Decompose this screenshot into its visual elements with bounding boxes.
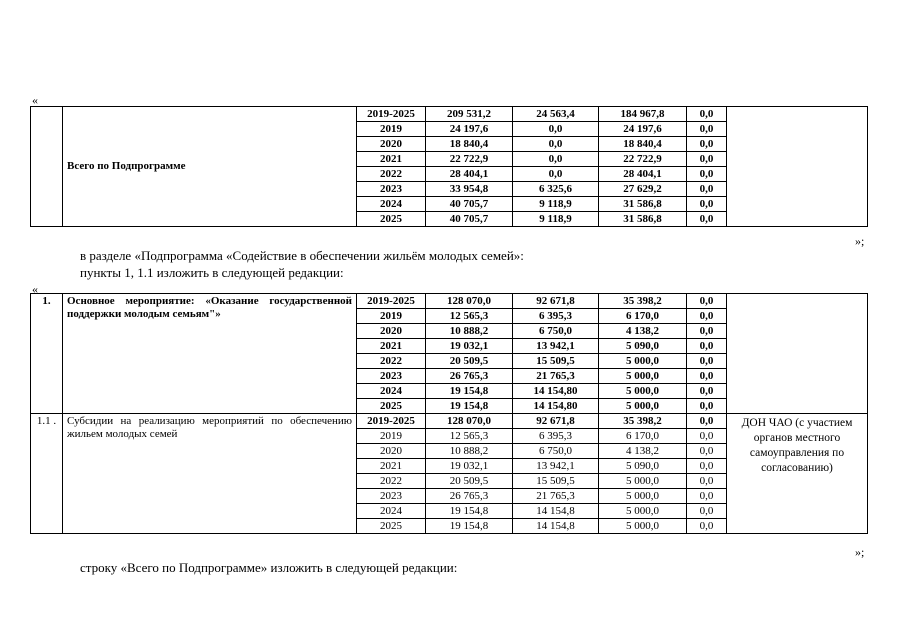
total-cell: 128 070,0: [426, 294, 513, 309]
year-cell: 2025: [357, 212, 426, 227]
table-row: [31, 414, 868, 429]
federal-cell: 13 942,1: [513, 459, 599, 474]
total-cell: 20 509,5: [426, 474, 513, 489]
other-cell: 0,0: [687, 309, 727, 324]
other-cell: 0,0: [687, 444, 727, 459]
year-cell: 2021: [357, 459, 426, 474]
other-cell: 0,0: [687, 212, 727, 227]
total-cell: 40 705,7: [426, 197, 513, 212]
other-cell: 0,0: [687, 197, 727, 212]
total-cell: 18 840,4: [426, 137, 513, 152]
year-cell: 2019: [357, 122, 426, 137]
year-cell: 2020: [357, 137, 426, 152]
total-cell: 28 404,1: [426, 167, 513, 182]
other-cell: 0,0: [687, 107, 727, 122]
federal-cell: 14 154,8: [513, 504, 599, 519]
other-cell: 0,0: [687, 122, 727, 137]
federal-cell: 0,0: [513, 137, 599, 152]
federal-cell: 15 509,5: [513, 474, 599, 489]
other-cell: 0,0: [687, 152, 727, 167]
total-cell: 128 070,0: [426, 414, 513, 429]
closing-quote-1: »;: [855, 234, 865, 248]
other-cell: 0,0: [687, 414, 727, 429]
year-cell: 2020: [357, 324, 426, 339]
total-cell: 19 154,8: [426, 384, 513, 399]
other-cell: 0,0: [687, 294, 727, 309]
federal-cell: 6 750,0: [513, 324, 599, 339]
year-cell: 2024: [357, 504, 426, 519]
other-cell: 0,0: [687, 369, 727, 384]
other-cell: 0,0: [687, 324, 727, 339]
federal-cell: 0,0: [513, 167, 599, 182]
other-cell: 0,0: [687, 459, 727, 474]
other-cell: 0,0: [687, 429, 727, 444]
other-cell: 0,0: [687, 137, 727, 152]
table-row: [31, 294, 868, 309]
year-cell: 2022: [357, 167, 426, 182]
federal-cell: 15 509,5: [513, 354, 599, 369]
federal-cell: 6 395,3: [513, 309, 599, 324]
regional-cell: 5 000,0: [599, 354, 687, 369]
regional-cell: 5 000,0: [599, 504, 687, 519]
federal-cell: 6 325,6: [513, 182, 599, 197]
total-cell: 19 032,1: [426, 459, 513, 474]
total-cell: 33 954,8: [426, 182, 513, 197]
other-cell: 0,0: [687, 167, 727, 182]
item-name: Основное мероприятие: «Оказание государственной поддержки молодым семьям"»: [63, 294, 357, 414]
other-cell: 0,0: [687, 182, 727, 197]
federal-cell: 14 154,80: [513, 399, 599, 414]
regional-cell: 184 967,8: [599, 107, 687, 122]
regional-cell: 5 000,0: [599, 384, 687, 399]
year-cell: 2023: [357, 182, 426, 197]
year-cell: 2023: [357, 369, 426, 384]
regional-cell: 31 586,8: [599, 212, 687, 227]
executor-cell: [727, 107, 868, 227]
paragraph-total-row: строку «Всего по Подпрограмме» изложить в следующей редакции:: [80, 560, 458, 575]
other-cell: 0,0: [687, 489, 727, 504]
opening-quote-2: «: [32, 282, 38, 296]
federal-cell: 13 942,1: [513, 339, 599, 354]
regional-cell: 4 138,2: [599, 324, 687, 339]
regional-cell: 5 000,0: [599, 399, 687, 414]
total-cell: 26 765,3: [426, 369, 513, 384]
total-cell: 26 765,3: [426, 489, 513, 504]
regional-cell: 4 138,2: [599, 444, 687, 459]
total-cell: 19 154,8: [426, 519, 513, 534]
federal-cell: 21 765,3: [513, 369, 599, 384]
item-number: [31, 107, 63, 227]
total-cell: 19 032,1: [426, 339, 513, 354]
year-cell: 2019: [357, 309, 426, 324]
regional-cell: 18 840,4: [599, 137, 687, 152]
year-cell: 2021: [357, 152, 426, 167]
total-cell: 10 888,2: [426, 324, 513, 339]
total-cell: 19 154,8: [426, 504, 513, 519]
item-number: 1.1 .: [31, 414, 63, 534]
year-cell: 2019-2025: [357, 414, 426, 429]
federal-cell: 6 750,0: [513, 444, 599, 459]
regional-cell: 31 586,8: [599, 197, 687, 212]
regional-cell: 6 170,0: [599, 309, 687, 324]
year-cell: 2019-2025: [357, 294, 426, 309]
federal-cell: 6 395,3: [513, 429, 599, 444]
federal-cell: 21 765,3: [513, 489, 599, 504]
year-cell: 2019: [357, 429, 426, 444]
other-cell: 0,0: [687, 519, 727, 534]
regional-cell: 24 197,6: [599, 122, 687, 137]
total-cell: 12 565,3: [426, 309, 513, 324]
year-cell: 2021: [357, 339, 426, 354]
regional-cell: 5 090,0: [599, 459, 687, 474]
other-cell: 0,0: [687, 384, 727, 399]
year-cell: 2023: [357, 489, 426, 504]
year-cell: 2022: [357, 474, 426, 489]
subprogram-total-table: [30, 106, 868, 227]
regional-cell: 5 090,0: [599, 339, 687, 354]
federal-cell: 0,0: [513, 122, 599, 137]
paragraph-points: пункты 1, 1.1 изложить в следующей редакции:: [80, 265, 344, 280]
federal-cell: 92 671,8: [513, 294, 599, 309]
regional-cell: 5 000,0: [599, 474, 687, 489]
regional-cell: 5 000,0: [599, 489, 687, 504]
regional-cell: 35 398,2: [599, 294, 687, 309]
item-name: Субсидии на реализацию мероприятий по обеспечению жильем молодых семей: [63, 414, 357, 534]
federal-cell: 9 118,9: [513, 197, 599, 212]
item-name: Всего по Подпрограмме: [63, 107, 357, 227]
year-cell: 2019-2025: [357, 107, 426, 122]
total-cell: 40 705,7: [426, 212, 513, 227]
other-cell: 0,0: [687, 474, 727, 489]
year-cell: 2020: [357, 444, 426, 459]
measures-table: [30, 293, 868, 534]
year-cell: 2024: [357, 384, 426, 399]
year-cell: 2025: [357, 399, 426, 414]
total-cell: 10 888,2: [426, 444, 513, 459]
federal-cell: 24 563,4: [513, 107, 599, 122]
other-cell: 0,0: [687, 399, 727, 414]
year-cell: 2022: [357, 354, 426, 369]
year-cell: 2024: [357, 197, 426, 212]
total-cell: 19 154,8: [426, 399, 513, 414]
federal-cell: 14 154,8: [513, 519, 599, 534]
executor-cell: ДОН ЧАО (с участием органов местного самоуправления по согласованию): [727, 414, 868, 534]
total-cell: 20 509,5: [426, 354, 513, 369]
regional-cell: 28 404,1: [599, 167, 687, 182]
federal-cell: 9 118,9: [513, 212, 599, 227]
total-cell: 12 565,3: [426, 429, 513, 444]
federal-cell: 0,0: [513, 152, 599, 167]
total-cell: 209 531,2: [426, 107, 513, 122]
table-row: [31, 107, 868, 122]
total-cell: 22 722,9: [426, 152, 513, 167]
other-cell: 0,0: [687, 504, 727, 519]
closing-quote-2: »;: [855, 545, 865, 559]
other-cell: 0,0: [687, 339, 727, 354]
regional-cell: 22 722,9: [599, 152, 687, 167]
year-cell: 2025: [357, 519, 426, 534]
item-number: 1.: [31, 294, 63, 414]
opening-quote-1: «: [32, 93, 38, 107]
regional-cell: 5 000,0: [599, 369, 687, 384]
total-cell: 24 197,6: [426, 122, 513, 137]
regional-cell: 35 398,2: [599, 414, 687, 429]
federal-cell: 14 154,80: [513, 384, 599, 399]
federal-cell: 92 671,8: [513, 414, 599, 429]
regional-cell: 6 170,0: [599, 429, 687, 444]
regional-cell: 27 629,2: [599, 182, 687, 197]
regional-cell: 5 000,0: [599, 519, 687, 534]
other-cell: 0,0: [687, 354, 727, 369]
executor-cell: [727, 294, 868, 414]
paragraph-section: в разделе «Подпрограмма «Содействие в обеспечении жильём молодых семей»:: [80, 248, 524, 263]
